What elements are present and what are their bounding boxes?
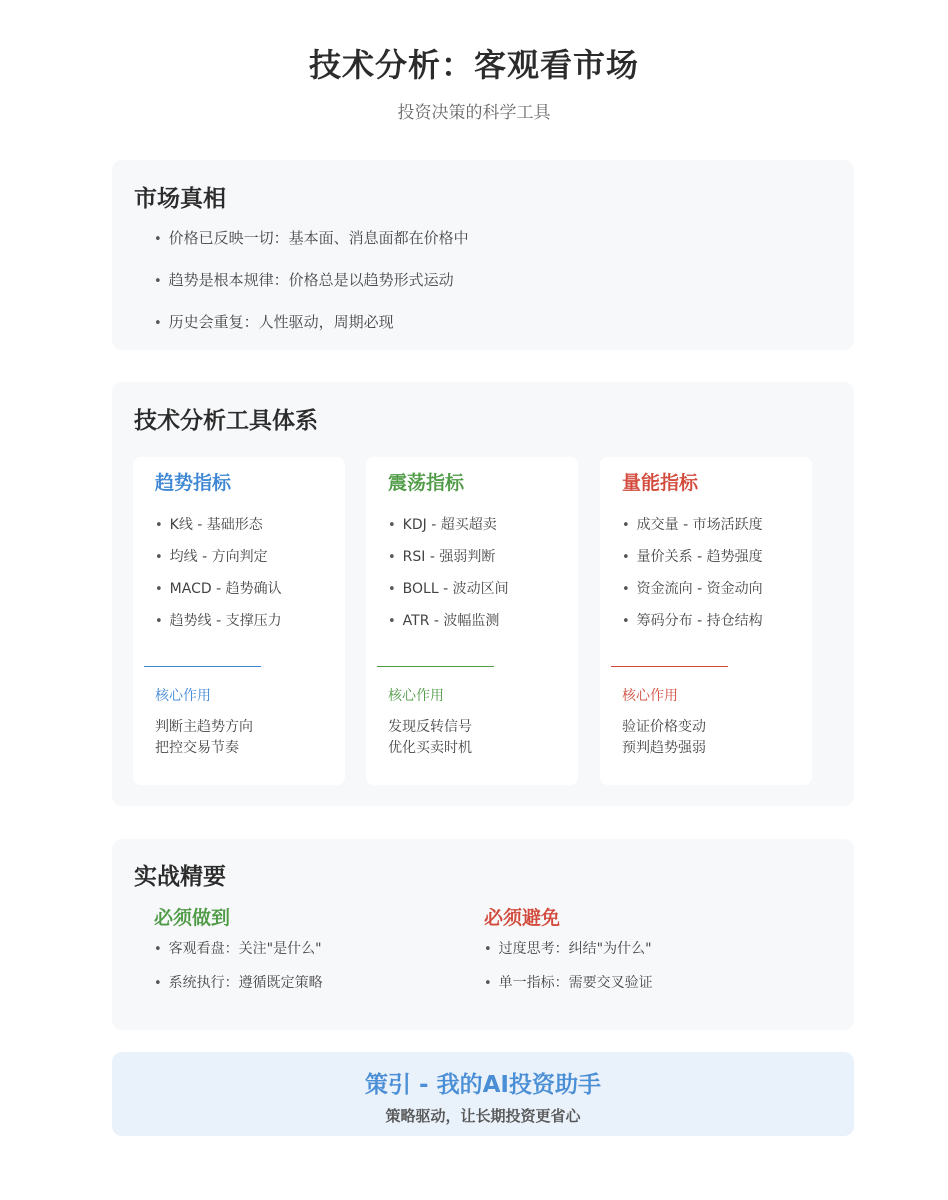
market-truth-panel (112, 160, 854, 350)
card-divider (377, 666, 494, 667)
market-truth-list (154, 228, 469, 354)
list-item: • MACD - 趋势确认 (155, 579, 282, 611)
list-item: • 系统执行：遵循既定策略 (154, 973, 323, 1007)
market-truth-title: 市场真相 (134, 186, 226, 212)
practice-panel (112, 839, 854, 1030)
list-item: • 资金流向 - 资金动向 (622, 579, 763, 611)
list-item: • 价格已反映一切：基本面、消息面都在价格中 (154, 228, 469, 270)
list-item: • 趋势线 - 支撑压力 (155, 611, 282, 643)
footer-subtitle: 策略驱动，让长期投资更省心 (385, 1107, 581, 1125)
card-title: 震荡指标 (388, 472, 465, 494)
list-item: • 成交量 - 市场活跃度 (622, 515, 763, 547)
role-line: 验证价格变动 (622, 719, 706, 735)
footer-banner (112, 1052, 854, 1136)
must-do-title: 必须做到 (154, 907, 231, 929)
list-item: • 客观看盘：关注"是什么" (154, 939, 323, 973)
page-subtitle: 投资决策的科学工具 (397, 103, 551, 123)
card-divider (144, 666, 261, 667)
volume-indicators-card (600, 457, 812, 785)
list-item: • 过度思考：纠结"为什么" (484, 939, 653, 973)
list-item: • KDJ - 超买超卖 (388, 515, 509, 547)
must-do-column (154, 903, 323, 1007)
list-item: • K线 - 基础形态 (155, 515, 282, 547)
list-item: • 筹码分布 - 持仓结构 (622, 611, 763, 643)
trend-indicators-card (133, 457, 345, 785)
list-item: • 均线 - 方向判定 (155, 547, 282, 579)
role-line: 预判趋势强弱 (622, 740, 706, 756)
page-title: 技术分析：客观看市场 (308, 46, 639, 84)
must-avoid-title: 必须避免 (484, 907, 561, 929)
card-list (155, 515, 282, 643)
card-list (622, 515, 763, 643)
tools-title: 技术分析工具体系 (134, 408, 318, 434)
role-lines (622, 717, 706, 759)
role-label: 核心作用 (622, 688, 678, 704)
list-item: • BOLL - 波动区间 (388, 579, 509, 611)
footer-title: 策引 - 我的AI投资助手 (365, 1072, 601, 1098)
card-divider (611, 666, 728, 667)
role-lines (388, 717, 472, 759)
role-lines (155, 717, 253, 759)
list-item: • 趋势是根本规律：价格总是以趋势形式运动 (154, 270, 469, 312)
role-label: 核心作用 (388, 688, 444, 704)
list-item: • 历史会重复：人性驱动，周期必现 (154, 312, 469, 354)
must-avoid-list (484, 939, 653, 1007)
list-item: • ATR - 波幅监测 (388, 611, 509, 643)
list-item: • 单一指标：需要交叉验证 (484, 973, 653, 1007)
oscillator-indicators-card (366, 457, 578, 785)
must-avoid-column (484, 903, 653, 1007)
card-title: 趋势指标 (155, 472, 232, 494)
must-do-list (154, 939, 323, 1007)
role-line: 发现反转信号 (388, 719, 472, 735)
list-item: • 量价关系 - 趋势强度 (622, 547, 763, 579)
role-label: 核心作用 (155, 688, 211, 704)
practice-title: 实战精要 (134, 864, 226, 890)
tools-panel (112, 382, 854, 806)
list-item: • RSI - 强弱判断 (388, 547, 509, 579)
card-title: 量能指标 (622, 472, 699, 494)
role-line: 判断主趋势方向 (155, 719, 253, 735)
card-list (388, 515, 509, 643)
role-line: 优化买卖时机 (388, 740, 472, 756)
role-line: 把控交易节奏 (155, 740, 239, 756)
